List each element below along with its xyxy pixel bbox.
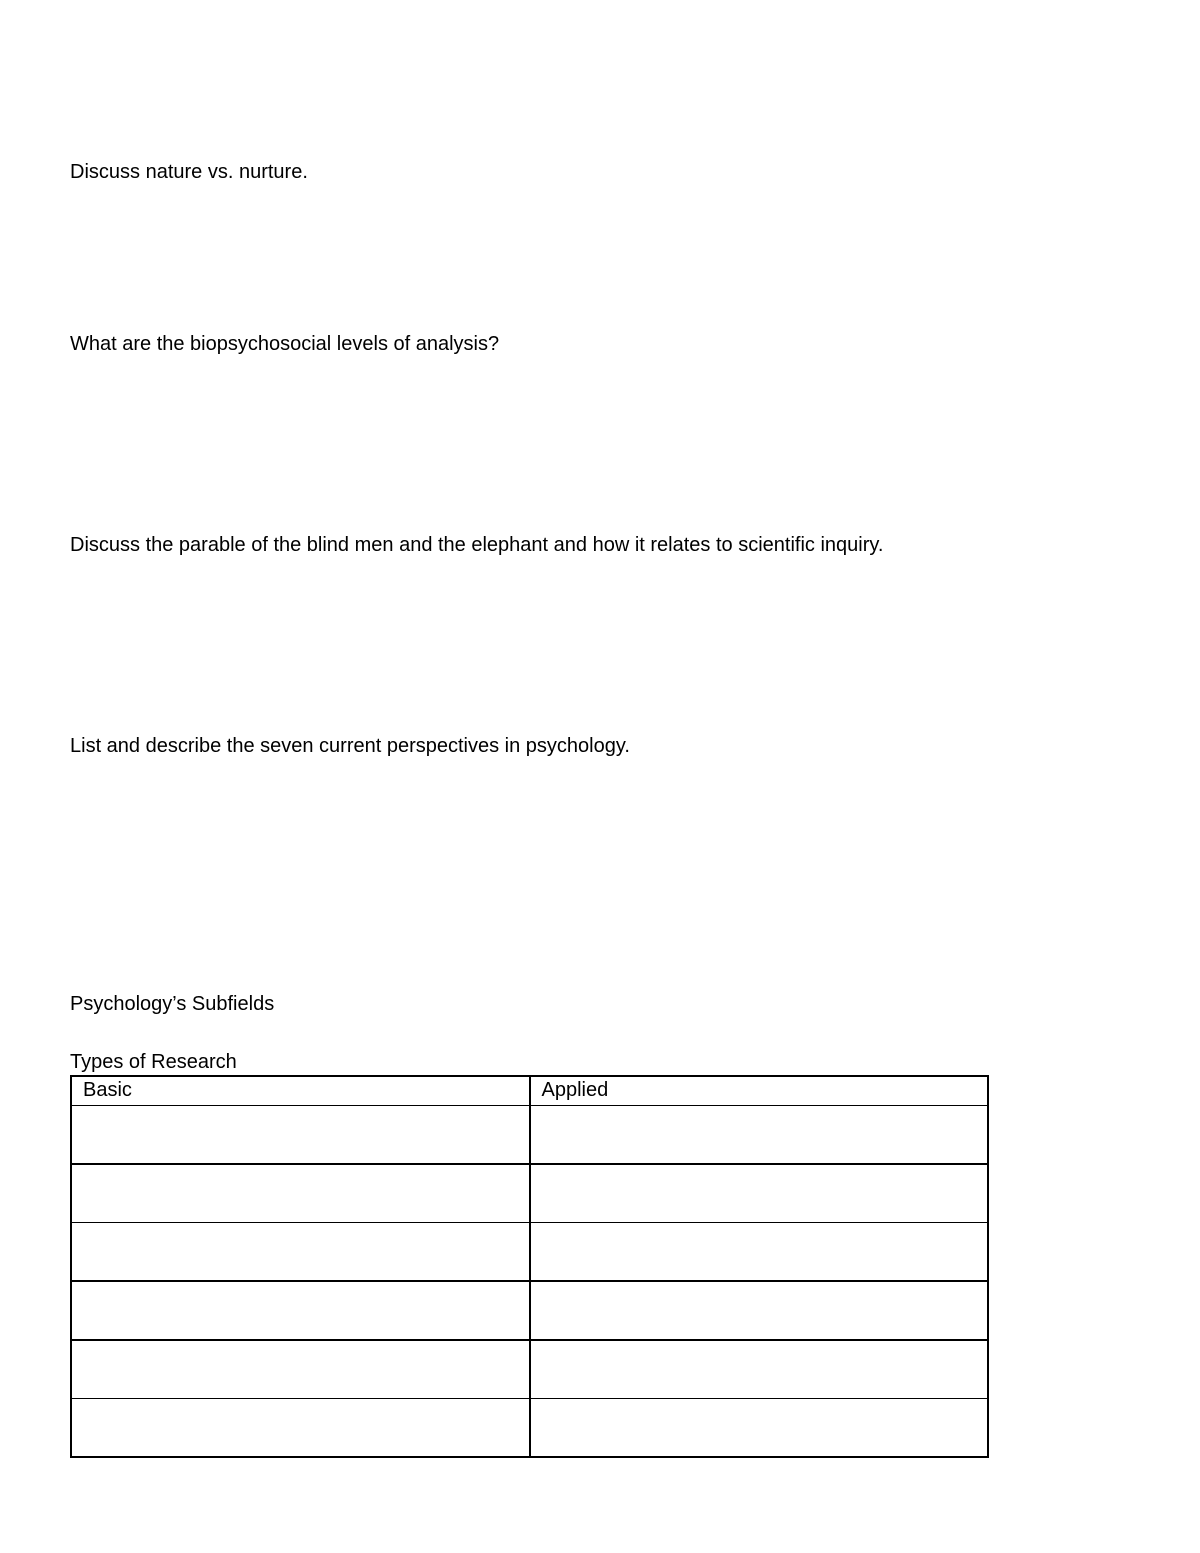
applied-cell[interactable] bbox=[530, 1399, 989, 1458]
research-types-table bbox=[70, 1075, 989, 1458]
basic-cell[interactable] bbox=[71, 1399, 530, 1458]
basic-cell[interactable] bbox=[71, 1340, 530, 1399]
question-blind-men-elephant: Discuss the parable of the blind men and the elephant and how it relates to scientific inquiry. bbox=[70, 534, 884, 556]
applied-cell[interactable] bbox=[530, 1340, 989, 1399]
subfields-heading: Psychology’s Subfields bbox=[70, 993, 275, 1015]
table-row bbox=[71, 1164, 988, 1223]
table-row bbox=[71, 1281, 988, 1340]
table-row bbox=[71, 1106, 988, 1165]
column-header-basic: Basic bbox=[71, 1076, 530, 1106]
applied-cell[interactable] bbox=[530, 1223, 989, 1282]
research-types-heading: Types of Research bbox=[70, 1051, 237, 1073]
question-biopsychosocial: What are the biopsychosocial levels of analysis? bbox=[70, 333, 500, 355]
table-row bbox=[71, 1340, 988, 1399]
basic-cell[interactable] bbox=[71, 1106, 530, 1165]
column-header-applied: Applied bbox=[530, 1076, 989, 1106]
basic-cell[interactable] bbox=[71, 1164, 530, 1223]
basic-cell[interactable] bbox=[71, 1281, 530, 1340]
table-header-row bbox=[71, 1076, 988, 1106]
question-nature-nurture: Discuss nature vs. nurture. bbox=[70, 161, 308, 183]
basic-cell[interactable] bbox=[71, 1223, 530, 1282]
applied-cell[interactable] bbox=[530, 1281, 989, 1340]
table-row bbox=[71, 1399, 988, 1458]
applied-cell[interactable] bbox=[530, 1106, 989, 1165]
question-seven-perspectives: List and describe the seven current perspectives in psychology. bbox=[70, 735, 630, 757]
applied-cell[interactable] bbox=[530, 1164, 989, 1223]
table-row bbox=[71, 1223, 988, 1282]
